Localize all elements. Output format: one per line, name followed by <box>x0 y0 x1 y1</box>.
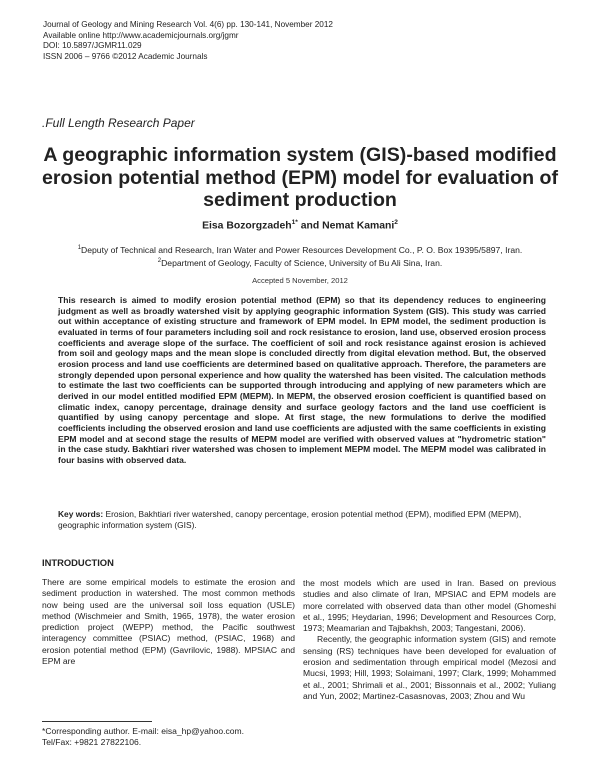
affiliation-1 <box>20 243 580 256</box>
authors <box>0 219 600 231</box>
keywords <box>58 509 546 531</box>
journal-issn: ISSN 2006 – 9766 ©2012 Academic Journals <box>43 51 208 61</box>
author-name: Eisa Bozorgzadeh <box>202 220 292 232</box>
footnote <box>42 726 295 749</box>
left-column <box>42 577 295 667</box>
section-heading-introduction: INTRODUCTION <box>42 557 114 568</box>
affiliation-text: Deputy of Technical and Research, Iran Water and Power Resources Development Co., P. O. Box 19395/5897, Iran. <box>81 244 523 255</box>
title-line: erosion potential method (EPM) model for evaluation of <box>42 166 558 189</box>
author-superscript: 2 <box>394 219 398 226</box>
affiliation-superscript: 1 <box>77 245 82 251</box>
intro-paragraph: There are some empirical models to estimate the erosion and sediment production in watershed. The most common methods now being used are the universal soil loss equation (USLE) method (Wischmeier and Smith, 1965, 1978), the water erosion prediction project (WEPP) method, the Pacific southwest interagency committee (PSIAC) method, (PSIAC, 1968) and erosion potential method (EPM) (Gavrilovic, 1988). MPSIAC and EPM are <box>42 577 295 667</box>
intro-paragraph: the most models which are used in Iran. Based on previous studies and also climate of Iran, MPSIAC and EPM models are more correlated with observed data than other model (Ghomeshi et al., 1995; Heydarian, 1996; Development and Resources Corp, 1973; Meamarian and Tajbakhsh, 2003; Tangestani, 2006). <box>303 578 556 634</box>
title-line: sediment production <box>203 189 397 211</box>
affiliations <box>20 243 580 269</box>
paper-type: .Full Length Research Paper <box>42 116 195 130</box>
right-column <box>303 578 556 702</box>
title-line: A geographic information system (GIS)-based modified <box>43 144 557 166</box>
journal-header <box>43 20 333 62</box>
author-conjunction: and <box>297 220 323 232</box>
corresponding-author-email: *Corresponding author. E-mail: eisa_hp@yahoo.com. <box>42 726 245 736</box>
journal-doi: DOI: 10.5897/JGMR11.029 <box>43 41 142 51</box>
intro-paragraph: Recently, the geographic information system (GIS) and remote sensing (RS) techniques have been developed for evaluation of erosion and sedimentation through empirical model (Mezosi and Mucsi, 1993; Hill, 1993; Solaimani, 1997; Clark, 1999; Mohammed et al., 2001; Shrimali et al., 2001; Bissonnais et al., 2002; Yuliang and Yun, 2002; Martinez-Casasnovas, 2003; Zhou and Wu <box>303 634 556 701</box>
author-name: Nemat Kamani <box>322 220 395 232</box>
corresponding-author-phone: Tel/Fax: +9821 27822106. <box>42 737 142 748</box>
affiliation-2 <box>20 256 580 269</box>
affiliation-superscript: 2 <box>157 257 162 264</box>
journal-citation: Journal of Geology and Mining Research Vol. 4(6) pp. 130-141, November 2012 <box>43 20 333 29</box>
keywords-text: Erosion, Bakhtiari river watershed, canopy percentage, erosion potential method (EPM), modified EPM (MEPM), geographic information system (GIS). <box>58 509 522 530</box>
abstract: This research is aimed to modify erosion potential method (EPM) so that its dependency reduces to engineering judgment as well as broadly watershed visit by applying geographic information System (GIS). This study was carried out within acceptance of existing structure and framework of EPM model. In EPM model, the sediment production is evaluated in terms of four parameters including soil and rock resistance to erosion, land use, observed erosion process coefficients and average slope of the surface. The coefficient of soil and rock resistance against erosion is achieved from soil and geology maps and the mean slope is concluded directly from digital elevation method. But, the observed erosion process and land use coefficients are determined based on qualitative approach. Therefore, the parameters are strongly depended upon personal experience and how quality the watershed has been visited. The calculation methods to estimate the last two coefficients can be supported through introducing and applying of new parameters which are derived in our model entitled modified EPM (MEPM). In MEPM, the observed erosion coefficient is quantified based on climatic index, canopy percentage, drainage density and surface geology factors and the land use coefficient is quantified by using canopy percentage and slope. At first stage, the new formulations to derive the modified coefficients including the observed erosion and land use coefficients are adjusted with the same coefficients in existing EPM model and at second stage the results of MEPM model are verified with observed values at "hydrometric station" in the case study. Bakhtiari river watershed was chosen to implement MEPM model. The MEPM model was calibrated in four basins with observed data. <box>58 295 546 465</box>
paper-title <box>30 144 570 212</box>
journal-url: Available online http://www.academicjournals.org/jgmr <box>43 30 239 40</box>
keywords-label: Key words: <box>58 509 104 519</box>
accepted-date: Accepted 5 November, 2012 <box>252 276 348 285</box>
author-superscript: 1* <box>291 219 298 226</box>
footnote-divider <box>42 721 152 722</box>
affiliation-text: Department of Geology, Faculty of Science, University of Bu Ali Sina, Iran. <box>161 257 443 268</box>
